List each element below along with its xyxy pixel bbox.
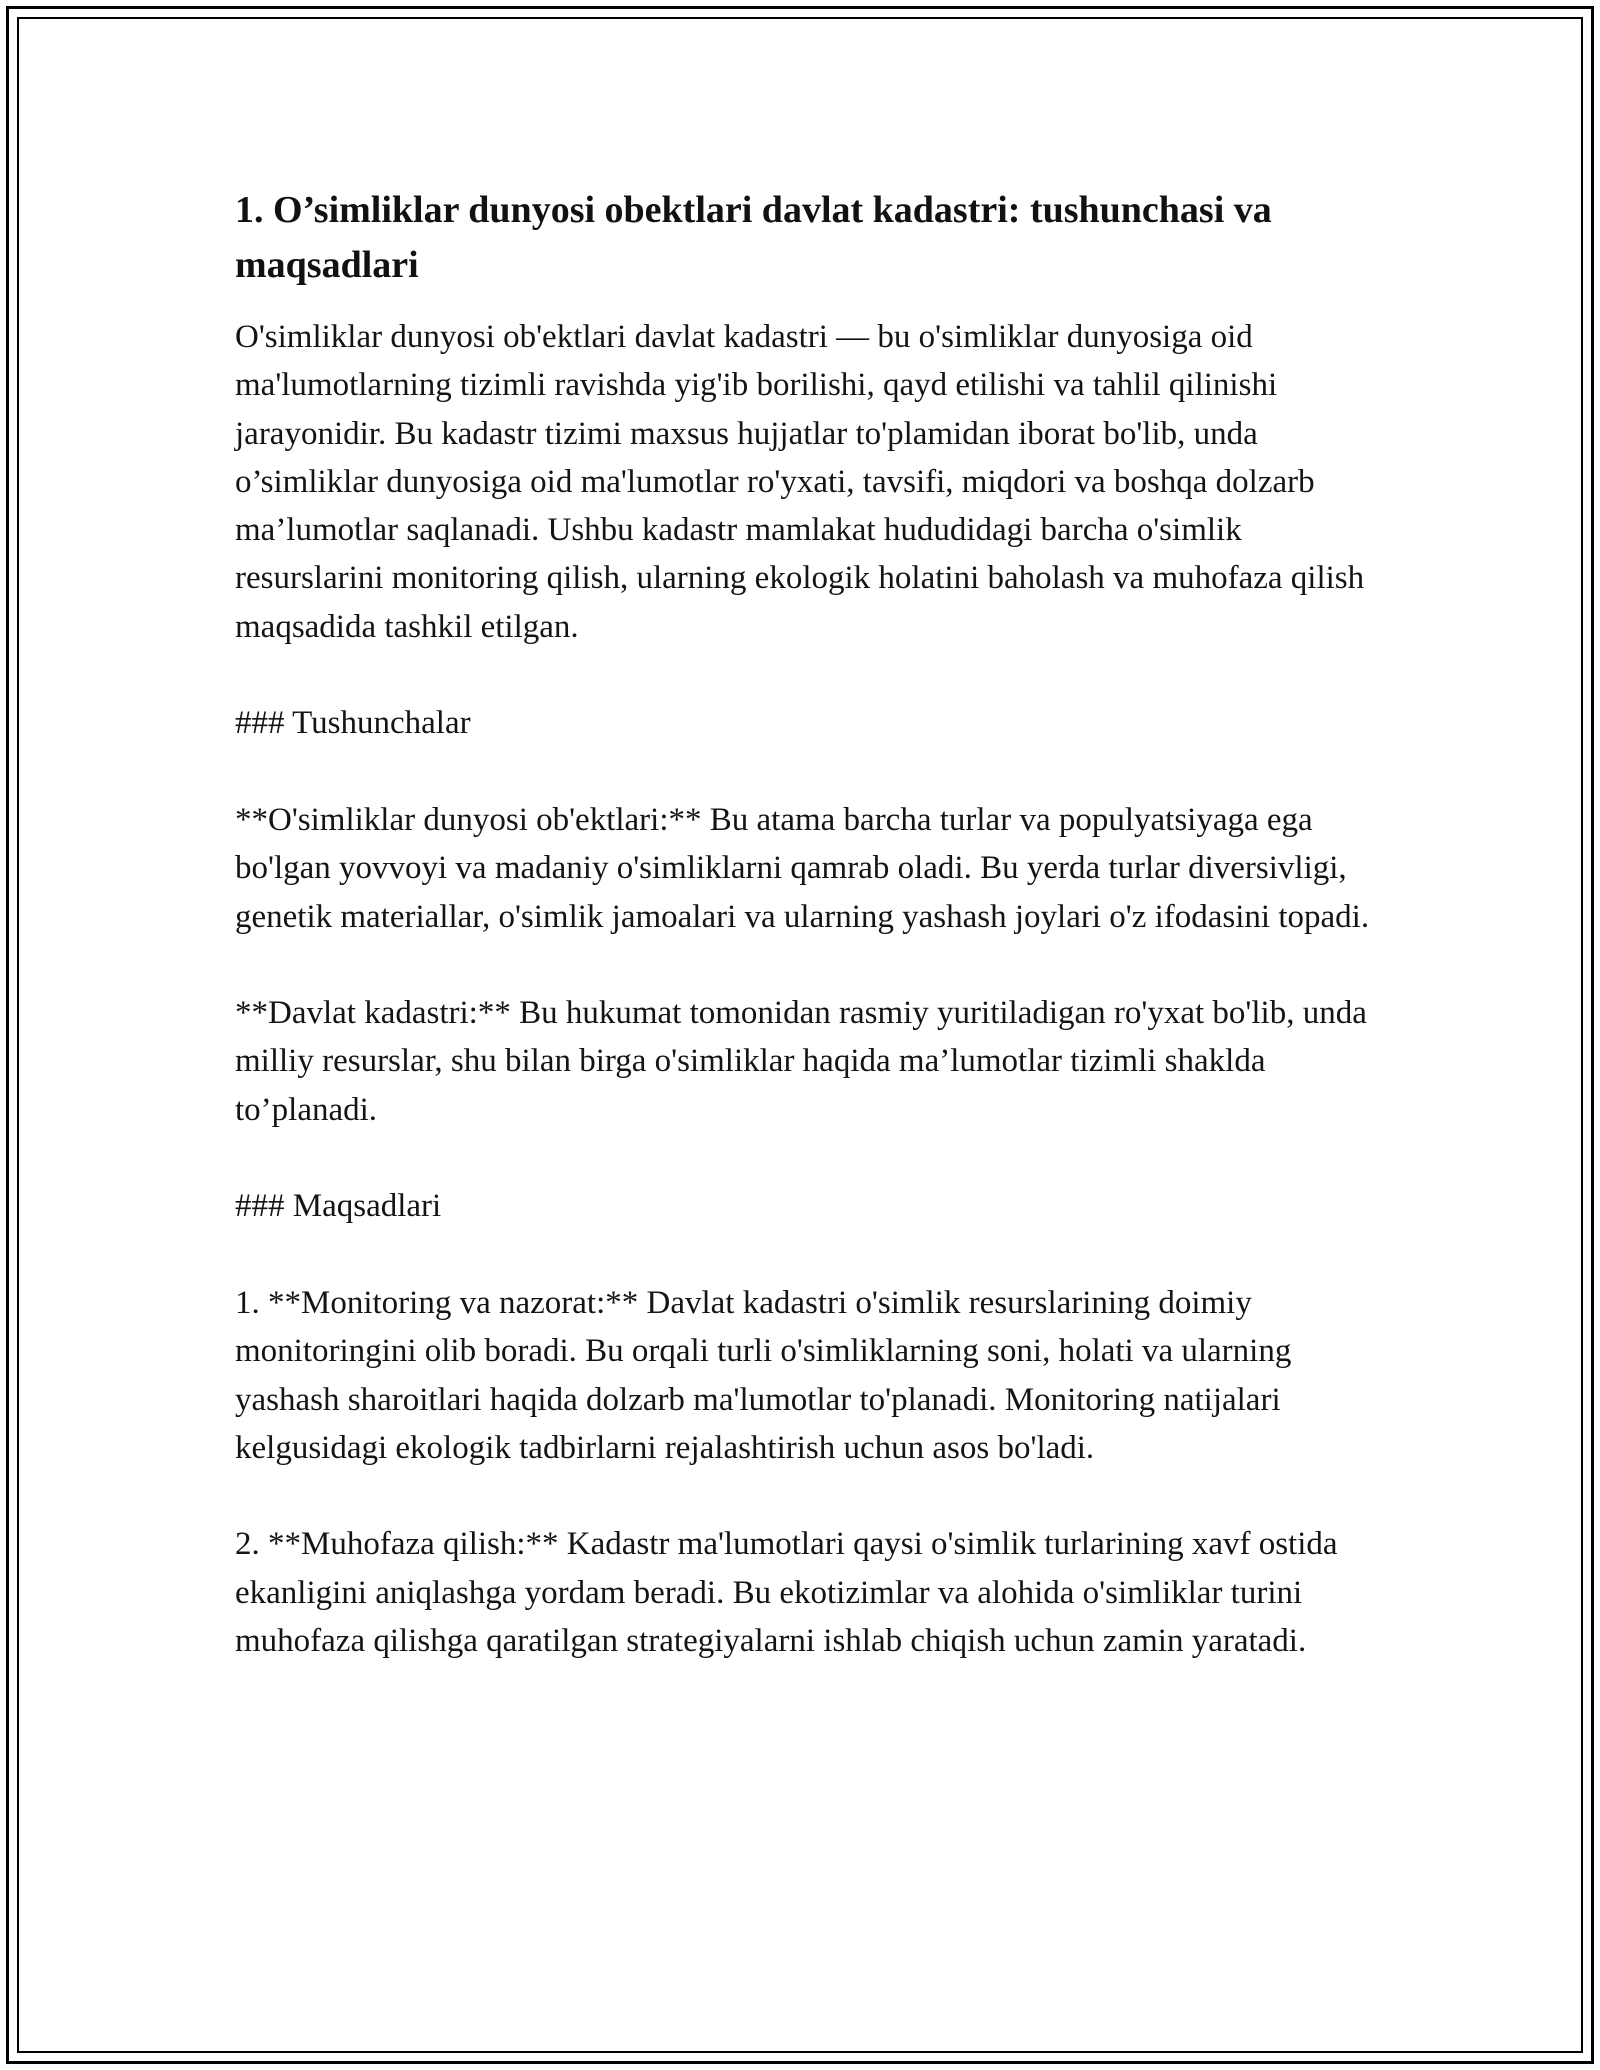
section-heading-tushunchalar: ### Tushunchalar xyxy=(235,705,471,742)
goal-item-protection: 2. **Muhofaza qilish:** Kadastr ma'lumotlari qaysi o'simlik turlarining xavf ostida ekanligini aniqlashga yordam beradi. Bu ekotizimlar va alohida o'simliklar turini muhofaza qilishga qaratilgan strategiyalarni ishlab chiqish uchun zamin yaratadi. xyxy=(235,1526,1338,1660)
intro-paragraph: O'simliklar dunyosi ob'ektlari davlat kadastri — bu o'simliklar dunyosiga oid ma'lumotlarning tizimli ravishda yig'ib borilishi, qayd etilishi va tahlil qilinishi jarayonidir. Bu kadastr tizimi maxsus hujjatlar to'plamidan iborat bo'lib, unda o’simliklar dunyosiga oid ma'lumotlar ro'yxati, tavsifi, miqdori va boshqa dolzarb ma’lumotlar saqlanadi. Ushbu kadastr mamlakat hududidagi barcha o'simlik resurslarini monitoring qilish, ularning ekologik holatini baholash va muhofaza qilish maqsadida tashkil etilgan. xyxy=(235,319,1365,645)
document-title: 1. O’simliklar dunyosi obektlari davlat kadastri: tushunchasi va maqsadlari xyxy=(235,189,1272,286)
document-body xyxy=(235,183,1385,1714)
section-heading-maqsadlari: ### Maqsadlari xyxy=(235,1188,442,1225)
definition-paragraph-cadastre: **Davlat kadastri:** Bu hukumat tomonidan rasmiy yuritiladigan ro'yxat bo'lib, unda milliy resurslar, shu bilan birga o'simliklar haqida ma’lumotlar tizimli shaklda to’planadi. xyxy=(235,995,1367,1128)
definition-paragraph-objects: **O'simliklar dunyosi ob'ektlari:** Bu atama barcha turlar va populyatsiyaga ega bo'lgan yovvoyi va madaniy o'simliklarni qamrab oladi. Bu yerda turlar diversivligi, genetik materiallar, o'simlik jamoalari va ularning yashash joylari o'z ifodasini topadi. xyxy=(235,801,1370,935)
goal-item-monitoring: 1. **Monitoring va nazorat:** Davlat kadastri o'simlik resurslarining doimiy monitoringini olib boradi. Bu orqali turli o'simliklarning soni, holati va ularning yashash sharoitlari haqida dolzarb ma'lumotlar to'planadi. Monitoring natijalari kelgusidagi ekologik tadbirlarni rejalashtirish uchun asos bo'ladi. xyxy=(235,1284,1292,1466)
